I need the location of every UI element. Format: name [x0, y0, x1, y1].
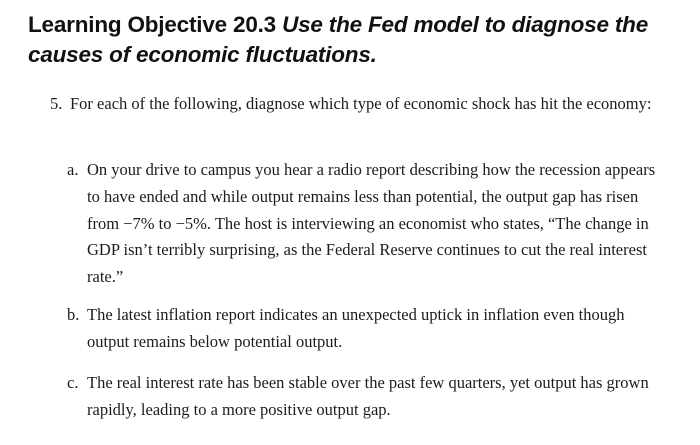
- learning-objective-heading: [28, 10, 688, 70]
- part-label: c.: [67, 373, 79, 392]
- question-part-a: [67, 157, 667, 291]
- question-number: 5.: [50, 94, 63, 113]
- part-text: The real interest rate has been stable over the past few quarters, yet output has grown rapidly, leading to a more positive output gap.: [87, 373, 649, 419]
- learning-objective-description: Use the Fed model to diagnose the causes of economic fluctuations.: [28, 12, 649, 67]
- part-label: a.: [67, 160, 79, 179]
- part-text: On your drive to campus you hear a radio report describing how the recession appears to have ended and while output remains less than potential, the output gap has risen from −7% to −5%. The host is interviewing an economist who states, “The change in GDP isn’t terribly surprising, as the Federal Reserve continues to cut the real interest rate.”: [87, 160, 656, 287]
- question-5: [50, 90, 670, 117]
- question-text: For each of the following, diagnose which type of economic shock has hit the economy:: [70, 94, 652, 113]
- question-part-c: [67, 370, 667, 424]
- question-part-b: [67, 302, 667, 356]
- part-label: b.: [67, 305, 80, 324]
- part-text: The latest inflation report indicates an unexpected uptick in inflation even though output remains below potential output.: [87, 305, 625, 351]
- learning-objective-title: Learning Objective 20.3: [28, 12, 276, 37]
